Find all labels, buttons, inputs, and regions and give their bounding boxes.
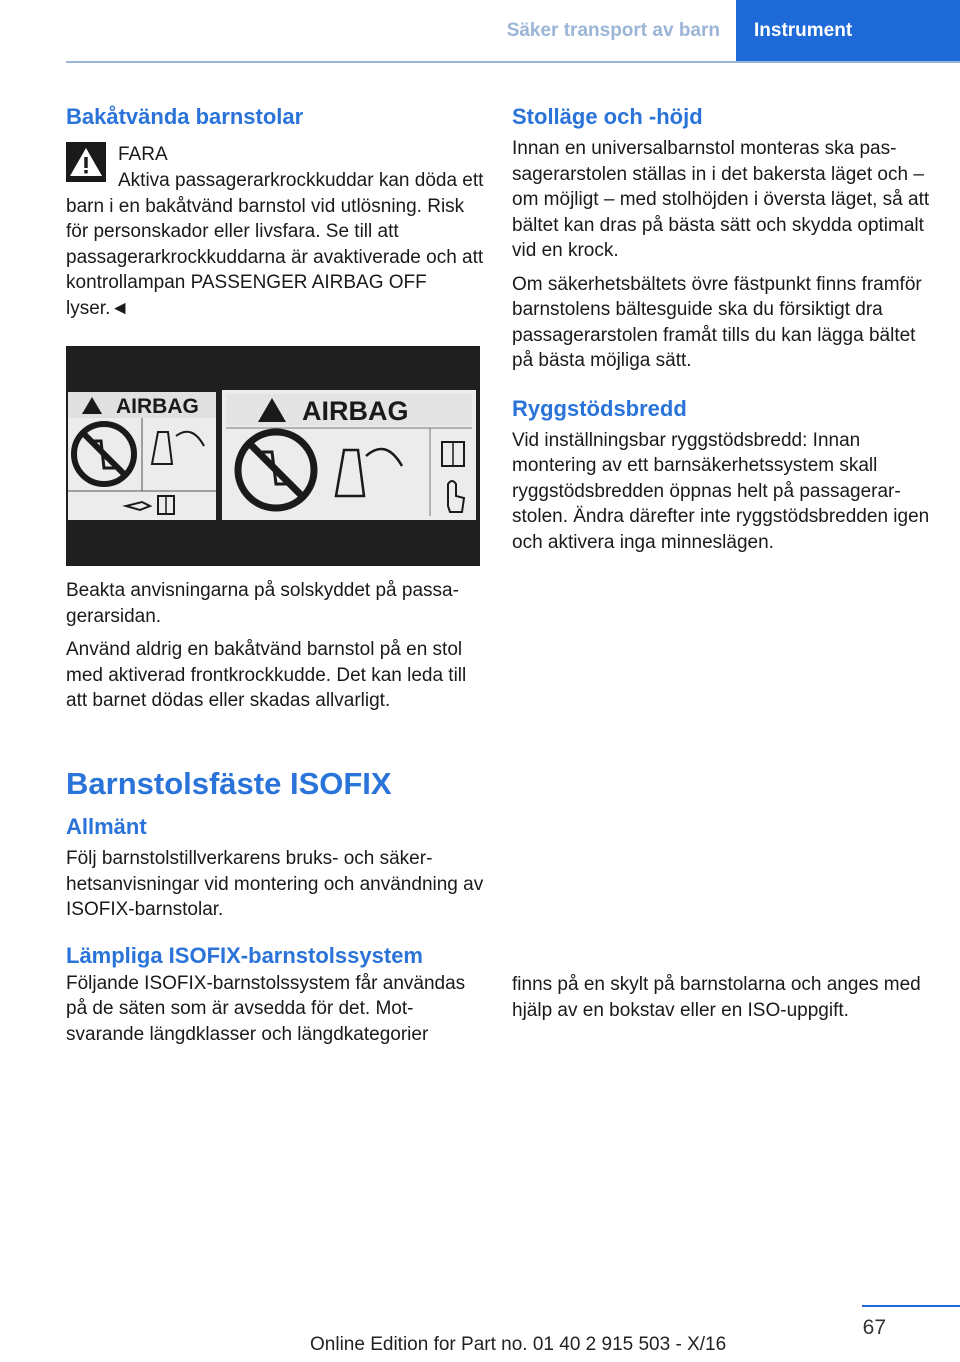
general-text: Följ barnstolstillverkarens bruks- och säkerhetsanvisningar vid montering och användning av ISOFIX-barnstolar. xyxy=(66,848,484,920)
isofix-heading: Barnstolsfäste ISOFIX xyxy=(66,766,392,801)
header-rule xyxy=(66,61,960,63)
airbag-text-left: AIRBAG xyxy=(116,395,199,418)
backrest-width-heading: Ryggstödsbredd xyxy=(512,395,687,421)
sunvisor-paragraph: Beakta anvisningarna på solskyddet på passagerarsidan. xyxy=(66,580,459,627)
page-number: 67 xyxy=(862,1316,886,1339)
running-header-section: Säker transport av barn xyxy=(506,20,720,41)
warning-triangle-icon xyxy=(66,142,106,182)
frontal-airbag-paragraph: Använd aldrig en bakåtvänd barnstol på en stol med aktiverad frontkrockkudde. Det kan leda till att barnet dödas eller skadas allvarligt. xyxy=(66,639,467,711)
right-column-continuation xyxy=(512,972,932,1023)
seat-position-text: Innan en universalbarnstol monteras ska passagerarstolen ställas in i det bakersta läget och – om möjligt – med stolhöjden i översta läget, så att bältet kan dras på bästa sätt och skydda optimalt vid en krock. xyxy=(512,138,930,261)
airbag-label-illustration xyxy=(66,346,480,566)
isofix-continuation-text: finns på en skylt på barnstolarna och anges med hjälp av en bokstav eller en ISO-uppgift. xyxy=(512,974,921,1021)
seat-position-heading: Stolläge och -höjd xyxy=(512,104,703,129)
rear-facing-heading: Bakåtvända barnstolar xyxy=(66,104,304,129)
airbag-label-photo xyxy=(66,346,480,566)
footer-rule xyxy=(862,1305,960,1307)
warning-text: Aktiva passagerarkrockkuddar kan döda ett barn i en bakåtvänd barnstol vid utlösning. Risk för personskador eller livsfara. Se till att passagerarkrockkuddarna är avaktiverade och att kontrollampan PASSENGER AIRBAG OFF lyser.◄ xyxy=(66,170,484,319)
warning-label: FARA xyxy=(118,144,168,165)
general-heading: Allmänt xyxy=(66,814,147,839)
airbag-text-right: AIRBAG xyxy=(302,396,409,426)
left-column-isofix xyxy=(66,766,484,1047)
belt-anchor-text: Om säkerhetsbältets övre fästpunkt finns framför barnstolens bältesguide ska du försiktigt dra passagerarstolen framåt tills du kan lägga bältet på bästa möjliga sätt. xyxy=(512,273,922,371)
chapter-tab[interactable]: Instrument xyxy=(736,0,960,62)
backrest-width-text: Vid inställningsbar ryggstödsbredd: Innan montering av ett barnsäkerhetssystem skall ryggstödsbredden öppnas helt på passagerarstolen. Ändra därefter inte ryggstödsbredden igen och aktivera inga minneslägen. xyxy=(512,429,930,553)
right-column xyxy=(512,104,932,555)
edition-note: Online Edition for Part no. 01 40 2 915 503 - X/16 xyxy=(310,1334,727,1355)
suitable-systems-text: Följande ISOFIX-barnstolssystem får användas på de säten som är avsedda för det. Motsvarande längdklasser och längdkategorier xyxy=(66,972,466,1045)
left-column-top xyxy=(66,104,484,321)
left-column-mid xyxy=(66,578,484,714)
suitable-systems-heading: Lämpliga ISOFIX-barnstolssystem xyxy=(66,942,423,968)
